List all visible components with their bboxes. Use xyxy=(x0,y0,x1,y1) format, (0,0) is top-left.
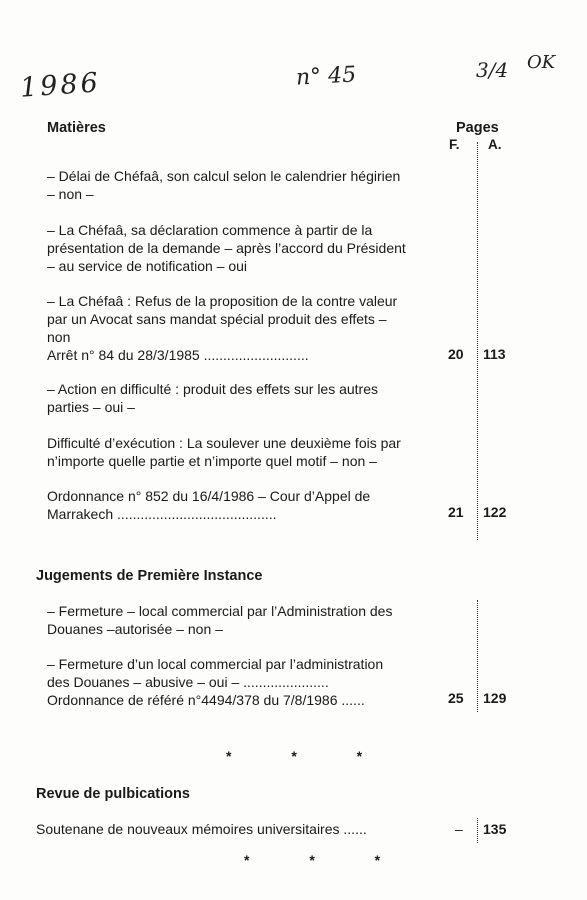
entry-ordonnance-852: Ordonnance n° 852 du 16/4/1986 – Cour d’Appel de Marrakech ......................................... xyxy=(47,488,371,522)
section-revue-title: Revue de pulbications xyxy=(36,786,190,802)
column-a-heading: A. xyxy=(488,137,502,152)
handwritten-year: 1986 xyxy=(19,67,102,104)
page-f-21: 21 xyxy=(448,504,464,520)
handwritten-ok: OK xyxy=(527,52,556,73)
page-a-122: 122 xyxy=(483,504,507,520)
page-f-dash: – xyxy=(455,821,463,837)
page-a-129: 129 xyxy=(483,690,507,706)
page-a-113: 113 xyxy=(483,346,506,362)
stars-separator-bottom: * * * xyxy=(244,852,409,868)
entry-difficulte-execution: Difficulté d’exécution : La soulever une deuxième fois par n’importe quelle partie et n’importe quel motif – non – xyxy=(47,435,401,469)
column-separator-bottom xyxy=(477,818,478,843)
entry-delai-chefaa: – Délai de Chéfaâ, son calcul selon le calendrier hégirien – non – xyxy=(47,168,401,202)
handwritten-number: n° 45 xyxy=(295,62,357,91)
matieres-heading: Matières xyxy=(47,120,106,136)
entry-fermeture-abusive: – Fermeture d’un local commercial par l’administration des Douanes – abusive – oui – ...................... Ordonnance de référé n°4494/378 du 7/8/1986 ...... xyxy=(47,656,384,708)
entry-action-difficulte: – Action en difficulté : produit des effets sur les autres parties – oui – xyxy=(47,381,379,415)
entry-declaration-chefaa: – La Chéfaâ, sa déclaration commence à partir de la présentation de la demande – après l’accord du Président – au service de notification – oui xyxy=(47,222,406,274)
stars-separator: * * * xyxy=(226,748,391,764)
column-separator-top xyxy=(477,142,478,540)
pages-heading: Pages xyxy=(456,120,499,136)
entry-fermeture-local: – Fermeture – local commercial par l’Administration des Douanes –autorisée – non – xyxy=(47,603,393,637)
section-jugements-title: Jugements de Première Instance xyxy=(36,568,263,584)
page-f-25: 25 xyxy=(448,690,464,706)
column-f-heading: F. xyxy=(449,137,460,152)
column-separator-middle xyxy=(477,600,478,712)
entry-soutenance: Soutenane de nouveaux mémoires universitaires ...... xyxy=(36,821,367,837)
page-f-20: 20 xyxy=(448,346,464,362)
page-a-135: 135 xyxy=(483,821,507,837)
handwritten-fraction: 3/4 xyxy=(476,58,509,82)
entry-refus-chefaa: – La Chéfaâ : Refus de la proposition de la contre valeur par un Avocat sans mandat spécial produit des effets – non Arrêt n° 84 du 28/3/1985 ........................... xyxy=(47,293,398,363)
